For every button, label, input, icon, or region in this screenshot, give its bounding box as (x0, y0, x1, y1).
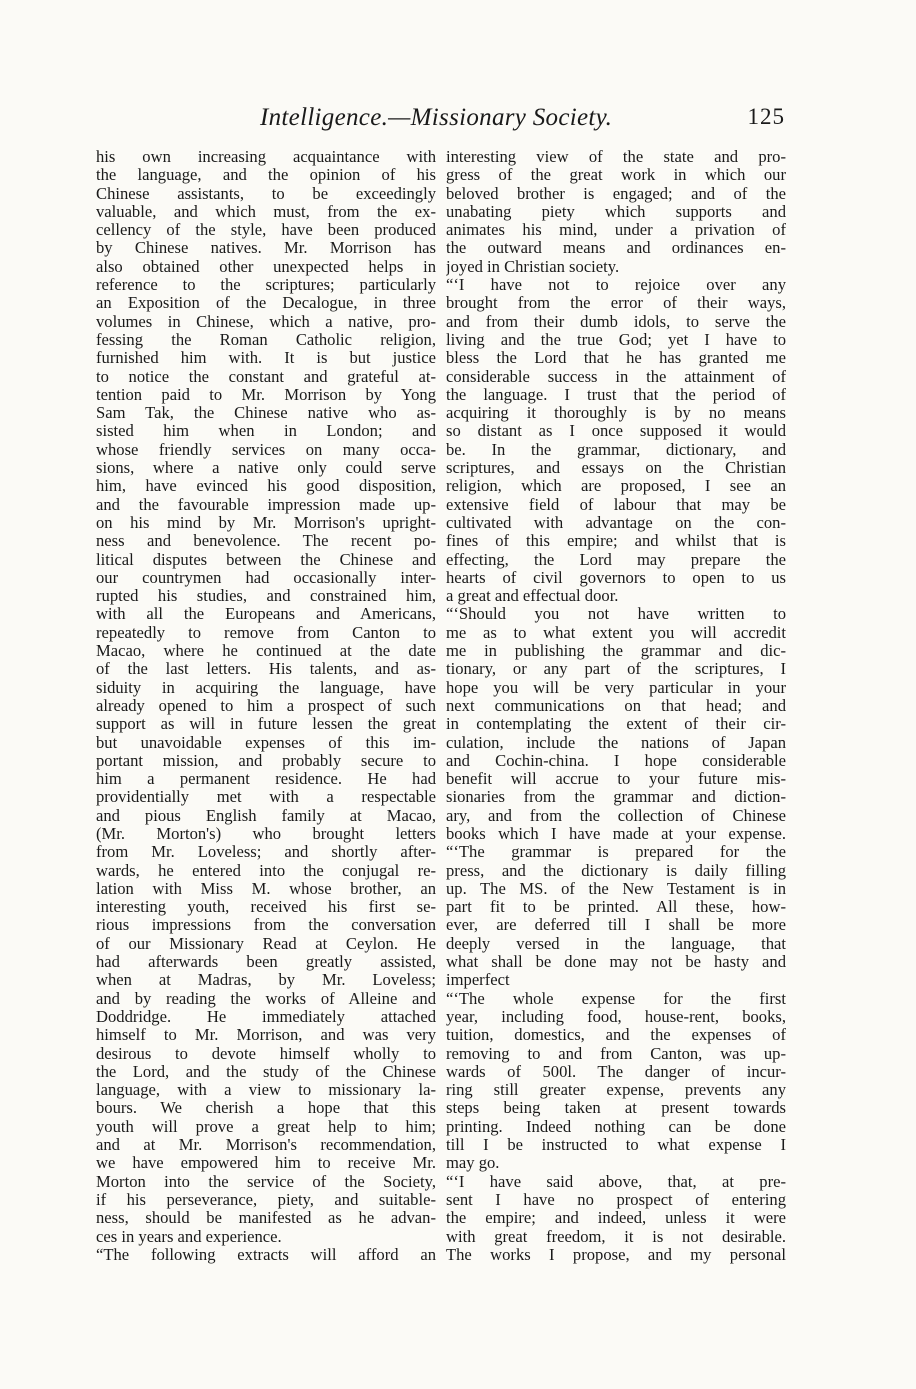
text-line: him a permanent residence. He had (96, 770, 436, 789)
text-line: hearts of civil governors to open to us (446, 568, 786, 587)
text-line: the language. I trust that the period of (446, 385, 786, 404)
text-line: cellency of the style, have been produced (96, 221, 436, 240)
text-line: an Exposition of the Decalogue, in three (96, 294, 436, 313)
text-line: himself to Mr. Morrison, and was very (96, 1026, 436, 1045)
text-line: ness, should be manifested as he advan- (96, 1209, 436, 1228)
text-line: (Mr. Morton's) who brought letters (96, 824, 436, 843)
text-line: furnished him with. It is but justice (96, 349, 436, 368)
text-line: valuable, and which must, from the ex- (96, 202, 436, 221)
text-line: Doddridge. He immediately attached (96, 1007, 436, 1026)
text-line: also obtained other unexpected helps in (96, 257, 436, 276)
page-number: 125 (747, 104, 785, 129)
text-line: ness and benevolence. The recent po- (96, 532, 436, 551)
left-column (96, 148, 436, 1264)
text-line: living and the true God; yet I have to (446, 330, 786, 349)
text-line: had afterwards been greatly assisted, (96, 953, 436, 972)
text-line: Sam Tak, the Chinese native who as- (96, 404, 436, 423)
text-line: language, with a view to missionary la- (96, 1081, 436, 1100)
text-line: volumes in Chinese, which a native, pro- (96, 312, 436, 331)
text-line: with all the Europeans and Americans, (96, 605, 436, 624)
text-line: The works I propose, and my personal (446, 1245, 786, 1264)
text-line: bless the Lord that he has granted me (446, 349, 786, 368)
text-line: “The following extracts will afford an (96, 1245, 436, 1264)
text-line: reference to the scriptures; particularly (96, 276, 436, 295)
text-line: whose friendly services on many occa- (96, 440, 436, 459)
text-line: when at Madras, by Mr. Loveless; (96, 971, 436, 990)
text-line: be. In the grammar, dictionary, and (446, 440, 786, 459)
text-line: fessing the Roman Catholic religion, (96, 330, 436, 349)
text-line: siduity in acquiring the language, have (96, 678, 436, 697)
text-line: of the last letters. His talents, and as- (96, 660, 436, 679)
text-line: acquiring it thoroughly is by no means (446, 404, 786, 423)
text-line: interesting view of the state and pro- (446, 148, 786, 166)
text-line: we have empowered him to receive Mr. (96, 1154, 436, 1173)
text-line: tention paid to Mr. Morrison by Yong (96, 385, 436, 404)
text-line: the empire; and indeed, unless it were (446, 1209, 786, 1228)
text-line: youth will prove a great help to him; (96, 1117, 436, 1136)
text-line: ces in years and experience. (96, 1227, 282, 1246)
text-line: but unavoidable expenses of this im- (96, 733, 436, 752)
text-line: a great and effectual door. (446, 587, 619, 606)
text-line: tionary, or any part of the scriptures, I (446, 660, 786, 679)
text-line: the language, and the opinion of his (96, 166, 436, 185)
right-column (446, 148, 786, 1264)
text-line: and from their dumb idols, to serve the (446, 312, 786, 331)
text-line: cultivated with advantage on the con- (446, 513, 786, 532)
text-line: animates his mind, under a privation of (446, 221, 786, 240)
text-line: culation, include the nations of Japan (446, 733, 786, 752)
text-line: me in publishing the grammar and dic- (446, 642, 786, 661)
running-head (95, 100, 785, 134)
text-line: ary, and from the collection of Chinese (446, 806, 786, 825)
text-line: part fit to be printed. All these, how- (446, 898, 786, 917)
text-line: wards of 500l. The danger of incur- (446, 1062, 786, 1081)
text-line: year, including food, house-rent, books, (446, 1007, 786, 1026)
text-line: what shall be done may not be hasty and (446, 953, 786, 972)
text-line: already opened to him a prospect of such (96, 696, 436, 715)
text-line: extensive field of labour that may be (446, 495, 786, 514)
text-line: support as will in future lessen the great (96, 715, 436, 734)
text-line: removing to and from Canton, was up- (446, 1044, 786, 1063)
text-line: and pious English family at Macao, (96, 806, 436, 825)
text-line: providentially met with a respectable (96, 788, 436, 807)
text-line: desirous to devote himself wholly to (96, 1044, 436, 1063)
text-line: imperfect (446, 971, 510, 990)
text-line: litical disputes between the Chinese and (96, 550, 436, 569)
text-line: considerable success in the attainment of (446, 367, 786, 386)
text-line: steps being taken at present towards (446, 1099, 786, 1118)
text-line: in contemplating the extent of their cir- (446, 715, 786, 734)
text-line: interesting youth, received his first se- (96, 898, 436, 917)
text-line: deeply versed in the language, that (446, 934, 786, 953)
text-line: by Chinese natives. Mr. Morrison has (96, 239, 436, 258)
text-line: Morton into the service of the Society, (96, 1172, 436, 1191)
text-line: benefit will accrue to your future mis- (446, 770, 786, 789)
text-line: religion, which are proposed, I see an (446, 477, 786, 496)
text-line: rious impressions from the conversation (96, 916, 436, 935)
text-line: Macao, where he continued at the date (96, 642, 436, 661)
text-line: of our Missionary Read at Ceylon. He (96, 934, 436, 953)
text-line: till I be instructed to what expense I (446, 1136, 786, 1155)
text-line: fines of this empire; and whilst that is (446, 532, 786, 551)
text-line: from Mr. Loveless; and shortly after- (96, 843, 436, 862)
text-line: with great freedom, it is not desirable. (446, 1227, 786, 1246)
text-line: rupted his studies, and constrained him, (96, 587, 436, 606)
text-line: his own increasing acquaintance with (96, 148, 436, 166)
text-line: wards, he entered into the conjugal re- (96, 861, 436, 880)
text-line: Chinese assistants, to be exceedingly (96, 184, 436, 203)
text-line: “‘The grammar is prepared for the (446, 843, 786, 862)
text-line: me as to what extent you will accredit (446, 623, 786, 642)
text-line: “‘I have not to rejoice over any (446, 276, 786, 295)
text-line: “‘Should you not have written to (446, 605, 786, 624)
running-title: Intelligence.—Missionary Society. (260, 104, 613, 131)
text-line: “‘I have said above, that, at pre- (446, 1172, 786, 1191)
text-line: gress of the great work in which our (446, 166, 786, 185)
text-line: sent I have no prospect of entering (446, 1190, 786, 1209)
text-line: hope you will be very particular in your (446, 678, 786, 697)
text-line: ring still greater expense, prevents any (446, 1081, 786, 1100)
text-line: and at Mr. Morrison's recommendation, (96, 1136, 436, 1155)
text-line: next communications on that head; and (446, 696, 786, 715)
text-line: so distant as I once supposed it would (446, 422, 786, 441)
text-line: beloved brother is engaged; and of the (446, 184, 786, 203)
text-line: sisted him when in London; and (96, 422, 436, 441)
text-line: scriptures, and essays on the Christian (446, 459, 786, 478)
text-line: joyed in Christian society. (446, 257, 620, 276)
text-line: bours. We cherish a hope that this (96, 1099, 436, 1118)
text-line: the Lord, and the study of the Chinese (96, 1062, 436, 1081)
text-line: unabating piety which supports and (446, 202, 786, 221)
text-line: and by reading the works of Alleine and (96, 989, 436, 1008)
text-line: and Cochin-china. I hope considerable (446, 751, 786, 770)
text-line: to notice the constant and grateful at- (96, 367, 436, 386)
text-line: printing. Indeed nothing can be done (446, 1117, 786, 1136)
text-line: “‘The whole expense for the first (446, 989, 786, 1008)
text-line: press, and the dictionary is daily filling (446, 861, 786, 880)
text-line: tuition, domestics, and the expenses of (446, 1026, 786, 1045)
text-line: books which I have made at your expense. (446, 824, 786, 843)
text-line: portant mission, and probably secure to (96, 751, 436, 770)
text-line: and the favourable impression made up- (96, 495, 436, 514)
text-line: on his mind by Mr. Morrison's upright- (96, 513, 436, 532)
text-line: if his perseverance, piety, and suitable- (96, 1190, 436, 1209)
text-line: him, have evinced his good disposition, (96, 477, 436, 496)
text-line: sionaries from the grammar and diction- (446, 788, 786, 807)
text-line: our countrymen had occasionally inter- (96, 568, 436, 587)
text-line: up. The MS. of the New Testament is in (446, 879, 786, 898)
text-line: lation with Miss M. whose brother, an (96, 879, 436, 898)
text-line: ever, are deferred till I shall be more (446, 916, 786, 935)
text-line: brought from the error of their ways, (446, 294, 786, 313)
text-line: repeatedly to remove from Canton to (96, 623, 436, 642)
text-line: may go. (446, 1154, 500, 1173)
text-line: sions, where a native only could serve (96, 459, 436, 478)
text-line: effecting, the Lord may prepare the (446, 550, 786, 569)
text-line: the outward means and ordinances en- (446, 239, 786, 258)
